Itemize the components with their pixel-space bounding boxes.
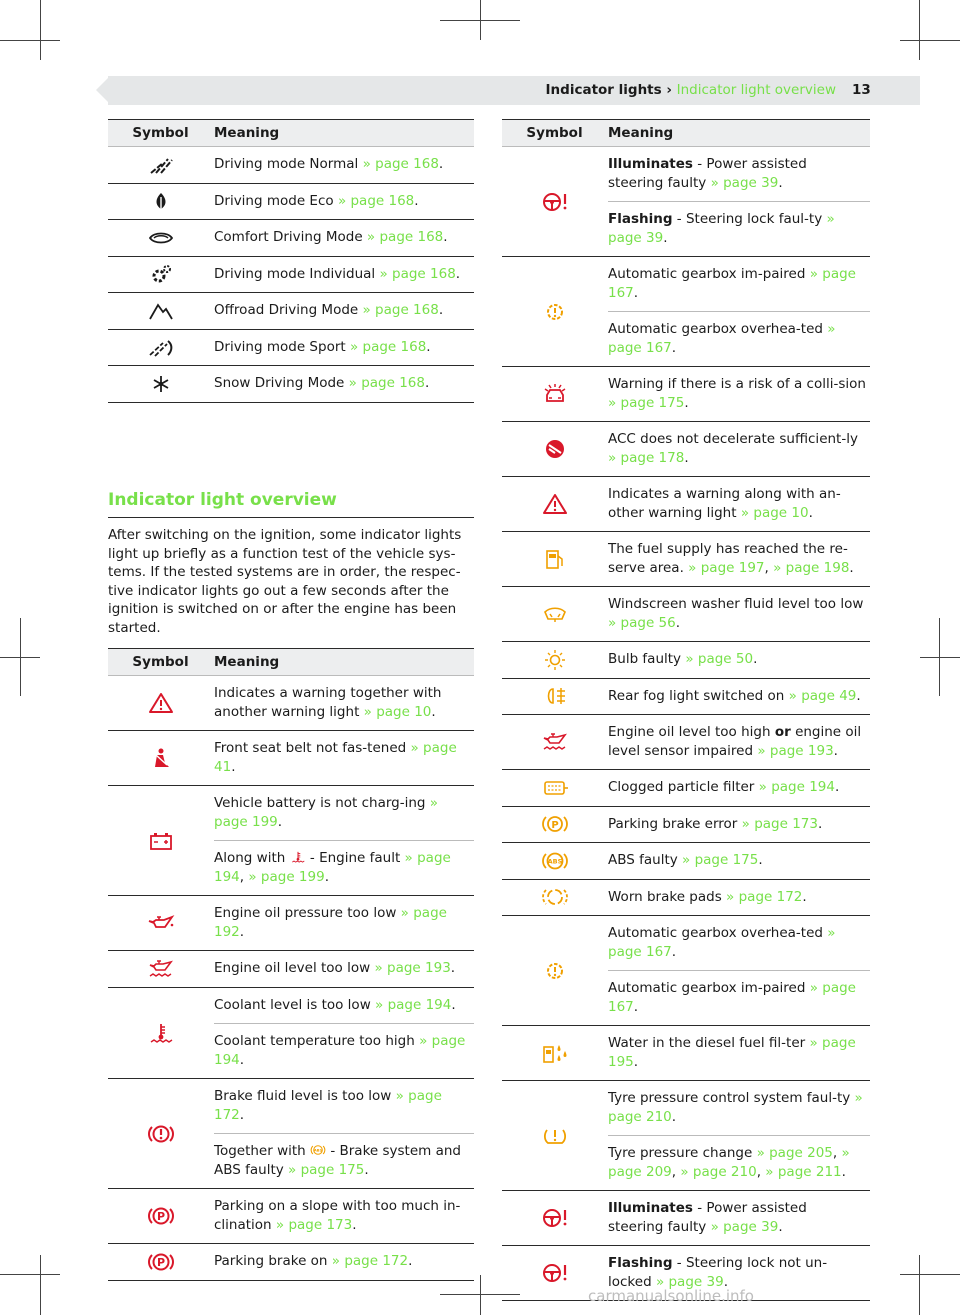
meaning-text: Parking brake error xyxy=(608,815,742,832)
meaning-cell: Illuminates - Power assisted steering faulty » page 39. xyxy=(608,156,807,191)
meaning-text: Engine oil level too high xyxy=(608,724,775,740)
page-reference-link[interactable]: » page 41 xyxy=(214,740,457,775)
column-header-symbol: Symbol xyxy=(526,125,583,141)
table-row xyxy=(502,843,870,880)
crop-mark xyxy=(480,1275,481,1315)
page-reference-link[interactable]: » page 172 xyxy=(726,888,803,905)
page-reference-link[interactable]: » page 167 xyxy=(608,980,856,1015)
driving-mode-eco-icon xyxy=(108,184,213,220)
meaning-column xyxy=(608,1026,870,1080)
table-row xyxy=(502,642,870,679)
meaning-cell: Windscreen washer fluid level too low » page 56. xyxy=(608,596,864,631)
table-row xyxy=(108,1079,474,1189)
meaning-text: - Power assisted steering faulty xyxy=(608,1200,807,1235)
meaning-text: - Brake system and ABS faulty xyxy=(214,1143,461,1178)
page-reference-link[interactable]: » page 205 xyxy=(756,1145,833,1161)
table-row xyxy=(108,896,474,951)
table-row xyxy=(502,715,870,770)
crop-mark xyxy=(0,1274,60,1275)
meaning-cell: Coolant level is too low » page 194. xyxy=(214,996,456,1013)
coolant-icon xyxy=(108,988,213,1079)
table-row xyxy=(502,367,870,422)
status-keyword: Flashing xyxy=(608,211,673,227)
crop-mark xyxy=(900,1274,960,1275)
svg-text:P: P xyxy=(156,1210,165,1223)
status-keyword: Flashing xyxy=(608,1255,673,1271)
page-reference-link[interactable]: » page 168 xyxy=(348,375,425,391)
meaning-text: - Steering lock faul-ty xyxy=(672,211,827,227)
warning-lights-table xyxy=(108,648,474,1281)
meaning-text: Windscreen washer fluid level too low xyxy=(608,596,864,612)
bold-word: or xyxy=(774,724,791,740)
page-reference-link[interactable]: » page 39 xyxy=(710,174,779,191)
meaning-text: Vehicle battery is not charg-ing xyxy=(214,795,430,811)
page-reference-link[interactable]: » page 199 xyxy=(214,795,439,830)
meaning-column xyxy=(214,330,474,366)
page-reference-link[interactable]: » page 168 xyxy=(366,229,444,245)
page-reference-link[interactable]: » page 172 xyxy=(214,1088,442,1123)
page-reference-link[interactable]: » page 167 xyxy=(608,321,836,356)
column-header-symbol: Symbol xyxy=(132,654,189,670)
meaning-text: Comfort Driving Mode xyxy=(214,229,367,245)
meaning-text: Along with xyxy=(214,850,290,866)
meaning-text: Together with xyxy=(214,1143,311,1159)
meaning-cell: Indicates a warning together with another warning light » page 10. xyxy=(214,685,442,720)
meaning-text: ABS faulty xyxy=(608,852,683,868)
meaning-text: Tyre pressure change xyxy=(608,1145,757,1161)
meaning-cell: Worn brake pads » page 172. xyxy=(608,888,807,905)
meaning-text: Engine oil pressure too low xyxy=(214,905,401,921)
table-row xyxy=(108,220,474,257)
meaning-column xyxy=(214,951,474,987)
meaning-text: Indicates a warning together with another warning light xyxy=(214,685,442,720)
meaning-cell: Automatic gearbox im-paired » page 167. xyxy=(608,266,856,301)
table-row xyxy=(502,916,870,1026)
meaning-cell: Parking on a slope with too much in-clination » page 173. xyxy=(214,1198,461,1233)
warning-triangle-icon xyxy=(502,477,607,531)
table-row xyxy=(108,786,474,896)
meaning-cell: Brake fluid level is too low » page 172. xyxy=(214,1088,442,1123)
parking-brake-error-icon xyxy=(502,807,607,843)
page-reference-link[interactable]: » page 168 xyxy=(362,302,439,318)
meaning-text: engine oil level sensor impaired xyxy=(608,724,862,759)
gearbox-icon xyxy=(502,257,607,366)
meaning-column xyxy=(608,679,870,715)
page-reference-link[interactable]: » page 167 xyxy=(608,925,836,960)
page-reference-link[interactable]: » page 167 xyxy=(608,266,856,301)
brake-fluid-icon xyxy=(108,1079,213,1188)
page-reference-link[interactable]: » page 193 xyxy=(757,742,834,759)
meaning-cell: Indicates a warning along with an-other warning light » page 10. xyxy=(608,486,841,521)
table-row xyxy=(502,422,870,477)
meaning-column xyxy=(214,220,474,256)
seat-belt-icon xyxy=(108,731,213,785)
table-row xyxy=(502,532,870,587)
meaning-cell: Vehicle battery is not charg-ing » page 199. xyxy=(214,795,439,830)
particle-filter-icon xyxy=(502,770,607,806)
watermark: carmanualsonline.info xyxy=(588,1287,754,1305)
page-reference-link[interactable]: » page 173 xyxy=(275,1216,353,1233)
page-reference-link[interactable]: » page 194 xyxy=(214,850,451,885)
meaning-text: Front seat belt not fas-tened xyxy=(214,740,411,756)
table-row xyxy=(502,1191,870,1246)
table-row xyxy=(108,676,474,731)
meaning-column xyxy=(608,422,870,476)
meaning-cell: Water in the diesel fuel fil-ter » page 195. xyxy=(608,1035,856,1070)
meaning-column xyxy=(214,896,474,950)
meaning-text: Automatic gearbox im-paired xyxy=(608,266,810,282)
meaning-column xyxy=(608,880,870,916)
meaning-text: Driving mode Sport xyxy=(214,338,350,355)
meaning-text: Automatic gearbox overhea-ted xyxy=(608,925,828,941)
table-row xyxy=(502,770,870,807)
crop-mark xyxy=(900,40,960,41)
page-reference-link[interactable]: » page 175 xyxy=(608,394,685,411)
page-reference-link[interactable]: » page 199 xyxy=(248,868,325,885)
table-row xyxy=(108,330,474,367)
status-keyword: Illuminates xyxy=(608,1200,693,1216)
meaning-cell: Flashing - Steering lock not un-locked » page 39. xyxy=(608,1255,828,1290)
svg-text:ABS: ABS xyxy=(547,857,562,866)
meaning-cell: Coolant temperature too high » page 194. xyxy=(214,1023,474,1078)
page-reference-link[interactable]: » page 168 xyxy=(379,265,456,282)
meaning-text: Brake fluid level is too low xyxy=(214,1088,396,1104)
acc-icon xyxy=(502,422,607,476)
crop-mark xyxy=(0,40,60,41)
meaning-cell: Bulb faulty » page 50. xyxy=(608,651,758,667)
crop-mark xyxy=(40,1255,41,1315)
table-row xyxy=(108,988,474,1080)
meaning-cell: Tyre pressure control system faul-ty » page 210. xyxy=(608,1090,863,1125)
table-row xyxy=(108,257,474,294)
crop-mark xyxy=(440,20,520,21)
page-reference-link[interactable]: » page 39 xyxy=(655,1273,724,1290)
oil-pressure-icon xyxy=(108,896,213,950)
meaning-column xyxy=(608,807,870,843)
meaning-text: Parking on a slope with too much in-clination xyxy=(214,1198,461,1233)
table-row xyxy=(108,184,474,221)
meaning-text: ACC does not decelerate sufficient-ly xyxy=(608,431,858,447)
column-header-meaning: Meaning xyxy=(608,125,674,141)
meaning-cell: Parking brake error » page 173. xyxy=(608,815,823,832)
page-reference-link[interactable]: » page 194 xyxy=(758,779,835,795)
gearbox-icon xyxy=(502,916,607,1025)
page-reference-link[interactable]: » page 39 xyxy=(710,1218,779,1235)
table-row xyxy=(502,257,870,367)
meaning-column xyxy=(608,843,870,879)
meaning-cell: Engine oil level too low » page 193. xyxy=(214,960,456,976)
table-row xyxy=(502,1026,870,1081)
meaning-column xyxy=(608,532,870,586)
meaning-cell: Driving mode Normal » page 168. xyxy=(214,156,444,172)
comfort-mode-icon xyxy=(108,220,213,256)
meaning-cell: Parking brake on » page 172. xyxy=(214,1253,413,1269)
page-reference-link[interactable]: » page 172 xyxy=(331,1253,409,1269)
coolant-icon xyxy=(290,850,306,866)
table-row xyxy=(108,1244,474,1281)
meaning-cell: Rear fog light switched on » page 49. xyxy=(608,687,861,704)
warning-triangle-icon xyxy=(108,676,213,730)
meaning-text: Engine oil level too low xyxy=(214,960,375,976)
page-number: 13 xyxy=(852,82,871,98)
meaning-column xyxy=(608,367,870,421)
meaning-column xyxy=(214,184,474,220)
intro-text: After switching on the ignition, some indicator lights light up briefly as a function test of the vehicle sys-tems. If the tested systems are in order, the respec-tive indicator lights go out a few seconds after the ignition is switched on or after the engine has been started. xyxy=(108,527,462,636)
oil-level-icon xyxy=(108,951,213,987)
driving-mode-table xyxy=(108,119,474,403)
meaning-column xyxy=(608,257,870,366)
fuel-icon xyxy=(502,532,607,586)
table-row xyxy=(108,293,474,330)
page-reference-link[interactable]: » page 211 xyxy=(765,1163,842,1180)
meaning-cell: Automatic gearbox im-paired » page 167. xyxy=(608,970,870,1025)
meaning-cell: Clogged particle filter » page 194. xyxy=(608,779,840,795)
svg-text:P: P xyxy=(550,820,559,832)
meaning-text: Indicates a warning along with an-other warning light xyxy=(608,486,841,521)
meaning-cell: Illuminates - Power assisted steering faulty » page 39. xyxy=(608,1200,807,1235)
page-reference-link[interactable]: » page 10 xyxy=(740,504,809,521)
meaning-column xyxy=(214,786,474,895)
table-row xyxy=(108,147,474,184)
page-reference-link[interactable]: » page 192 xyxy=(214,905,447,940)
meaning-column xyxy=(214,147,474,183)
oil-level-icon xyxy=(502,715,607,769)
meaning-column xyxy=(214,1244,474,1280)
table-row xyxy=(502,880,870,917)
breadcrumb-section[interactable]: Indicator lights › xyxy=(545,82,672,98)
meaning-text: Coolant temperature too high xyxy=(214,1033,420,1049)
table-row xyxy=(502,1081,870,1191)
meaning-text: Automatic gearbox im-paired xyxy=(608,980,810,996)
meaning-column xyxy=(214,731,474,785)
bulb-icon xyxy=(502,642,607,678)
svg-text:ABS: ABS xyxy=(313,1148,323,1153)
table-header xyxy=(502,119,870,147)
crop-mark xyxy=(920,657,960,658)
meaning-text: Water in the diesel fuel fil-ter xyxy=(608,1035,810,1051)
meaning-cell: Automatic gearbox overhea-ted » page 167. xyxy=(608,925,836,960)
table-header xyxy=(108,648,474,676)
meaning-column xyxy=(214,988,474,1079)
page-reference-link[interactable]: » page 56 xyxy=(608,614,676,631)
meaning-cell: Front seat belt not fas-tened » page 41. xyxy=(214,740,457,775)
page-reference-link[interactable]: » page 178 xyxy=(608,449,685,466)
page-reference-link[interactable]: » page 198 xyxy=(773,559,850,576)
table-row xyxy=(108,366,474,403)
parking-brake-icon xyxy=(108,1189,213,1243)
meaning-cell: Automatic gearbox overhea-ted » page 167. xyxy=(608,311,870,366)
steering-icon xyxy=(502,147,607,256)
column-header-meaning: Meaning xyxy=(214,654,280,670)
meaning-column xyxy=(608,1081,870,1190)
meaning-column xyxy=(608,642,870,678)
meaning-column xyxy=(214,1189,474,1243)
page-reference-link[interactable]: » page 209 xyxy=(608,1145,850,1180)
breadcrumb-subsection[interactable]: Indicator light overview xyxy=(676,82,836,98)
page-reference-link[interactable]: » page 210 xyxy=(680,1163,757,1180)
meaning-text: - Engine fault xyxy=(305,850,405,866)
meaning-column xyxy=(608,770,870,806)
table-header xyxy=(108,119,474,147)
meaning-cell: Snow Driving Mode » page 168. xyxy=(214,375,430,391)
tyre-pressure-icon xyxy=(502,1081,607,1190)
meaning-text: Worn brake pads xyxy=(608,888,727,905)
meaning-cell: Driving mode Eco » page 168. xyxy=(214,192,419,209)
table-row xyxy=(502,587,870,642)
table-row xyxy=(108,731,474,786)
rear-fog-icon xyxy=(502,679,607,715)
meaning-text: Rear fog light switched on xyxy=(608,687,789,704)
header-arrow xyxy=(96,76,110,104)
battery-icon xyxy=(108,786,213,895)
steering-icon xyxy=(502,1191,607,1245)
meaning-cell: Offroad Driving Mode » page 168. xyxy=(214,302,444,318)
table-row xyxy=(502,477,870,532)
snow-mode-icon xyxy=(108,366,213,402)
page-reference-link[interactable]: » page 39 xyxy=(608,211,835,246)
crop-mark xyxy=(0,657,40,658)
page-reference-link[interactable]: » page 173 xyxy=(741,815,818,832)
meaning-column xyxy=(214,1079,474,1188)
intro-paragraph xyxy=(108,526,474,638)
abs-icon xyxy=(310,1143,326,1159)
page-reference-link[interactable]: » page 10 xyxy=(363,703,432,720)
meaning-text: Driving mode Individual xyxy=(214,265,380,282)
meaning-column xyxy=(214,366,474,402)
offroad-mode-icon xyxy=(108,293,213,329)
column-header-symbol: Symbol xyxy=(132,125,189,141)
meaning-cell: Driving mode Individual » page 168. xyxy=(214,265,461,282)
driving-mode-normal-icon xyxy=(108,147,213,183)
individual-mode-icon xyxy=(108,257,213,293)
meaning-cell: The fuel supply has reached the re-serve area. » page 197, » page 198. xyxy=(608,541,854,576)
meaning-column xyxy=(608,1191,870,1245)
page-reference-link[interactable]: » page 194 xyxy=(214,1033,466,1068)
collision-warning-icon xyxy=(502,367,607,421)
section-title: Indicator light overview xyxy=(108,490,337,510)
meaning-cell: Along with - Engine fault » page 194, » page 199. xyxy=(214,840,474,895)
meaning-text: Offroad Driving Mode xyxy=(214,302,363,318)
status-keyword: Illuminates xyxy=(608,156,693,172)
page-reference-link[interactable]: » page 50 xyxy=(685,651,754,667)
meaning-cell: ACC does not decelerate sufficient-ly » page 178. xyxy=(608,431,858,466)
table-row xyxy=(502,679,870,716)
meaning-text: Driving mode Eco xyxy=(214,192,338,209)
meaning-column xyxy=(608,715,870,769)
meaning-column xyxy=(214,676,474,730)
meaning-cell: Warning if there is a risk of a colli-sion » page 175. xyxy=(608,376,866,411)
meaning-cell: Together with ABS - Brake system and ABS faulty » page 175. xyxy=(214,1133,474,1188)
washer-fluid-icon xyxy=(502,587,607,641)
crop-mark xyxy=(919,1255,920,1315)
page-reference-link[interactable]: » page 193 xyxy=(374,960,451,976)
table-row xyxy=(108,951,474,988)
water-in-fuel-icon xyxy=(502,1026,607,1080)
page-reference-link[interactable]: » page 210 xyxy=(608,1090,863,1125)
crop-mark xyxy=(40,0,41,60)
meaning-cell: ABS faulty » page 175. xyxy=(608,852,763,868)
meaning-cell: Driving mode Sport » page 168. xyxy=(214,338,431,355)
page-reference-link[interactable]: » page 175 xyxy=(288,1161,365,1178)
page-reference-link[interactable]: » page 175 xyxy=(682,852,759,868)
page-reference-link[interactable]: » page 168 xyxy=(349,338,427,355)
parking-brake-icon xyxy=(108,1244,213,1280)
indicator-lights-table xyxy=(502,119,870,1301)
meaning-text: Bulb faulty xyxy=(608,651,686,667)
column-header-meaning: Meaning xyxy=(214,125,280,141)
meaning-cell: Engine oil level too high or engine oil level sensor impaired » page 193. xyxy=(608,724,862,759)
meaning-cell: Flashing - Steering lock faul-ty » page 39. xyxy=(608,201,870,256)
crop-mark xyxy=(919,0,920,60)
abs-icon xyxy=(502,843,607,879)
table-row xyxy=(108,1189,474,1244)
table-row xyxy=(502,807,870,844)
meaning-text: The fuel supply has reached the re-serve area. xyxy=(608,541,848,576)
meaning-text: Parking brake on xyxy=(214,1253,332,1269)
meaning-text: Snow Driving Mode xyxy=(214,375,349,391)
meaning-text: Coolant level is too low xyxy=(214,996,376,1013)
page-reference-link[interactable]: » page 194 xyxy=(375,996,452,1013)
brake-pads-icon xyxy=(502,880,607,916)
meaning-text: - Power assisted steering faulty xyxy=(608,156,807,191)
page-reference-link[interactable]: » page 195 xyxy=(608,1035,856,1070)
meaning-cell: Comfort Driving Mode » page 168. xyxy=(214,229,448,245)
meaning-text: Tyre pressure control system faul-ty xyxy=(608,1090,855,1106)
meaning-column xyxy=(214,293,474,329)
meaning-text: Warning if there is a risk of a colli-sion xyxy=(608,376,866,392)
breadcrumb xyxy=(546,82,836,98)
meaning-column xyxy=(608,147,870,256)
meaning-text: Driving mode Normal xyxy=(214,156,363,172)
page-reference-link[interactable]: » page 49 xyxy=(788,687,857,704)
page-reference-link[interactable]: » page 168 xyxy=(337,192,415,209)
meaning-text: Clogged particle filter xyxy=(608,779,759,795)
meaning-text: - Steering lock not un-locked xyxy=(608,1255,828,1290)
section-divider xyxy=(108,517,474,518)
page-reference-link[interactable]: » page 197 xyxy=(688,559,765,576)
meaning-cell: Tyre pressure change » page 205, » page 209, » page 210, » page 211. xyxy=(608,1135,870,1190)
meaning-column xyxy=(214,257,474,293)
table-row xyxy=(502,147,870,257)
meaning-cell: Engine oil pressure too low » page 192. xyxy=(214,905,447,940)
meaning-column xyxy=(608,477,870,531)
sport-mode-icon xyxy=(108,330,213,366)
meaning-text: Automatic gearbox overhea-ted xyxy=(608,321,828,337)
meaning-column xyxy=(608,916,870,1025)
meaning-column xyxy=(608,587,870,641)
page-reference-link[interactable]: » page 168 xyxy=(362,156,439,172)
svg-text:P: P xyxy=(156,1255,165,1269)
